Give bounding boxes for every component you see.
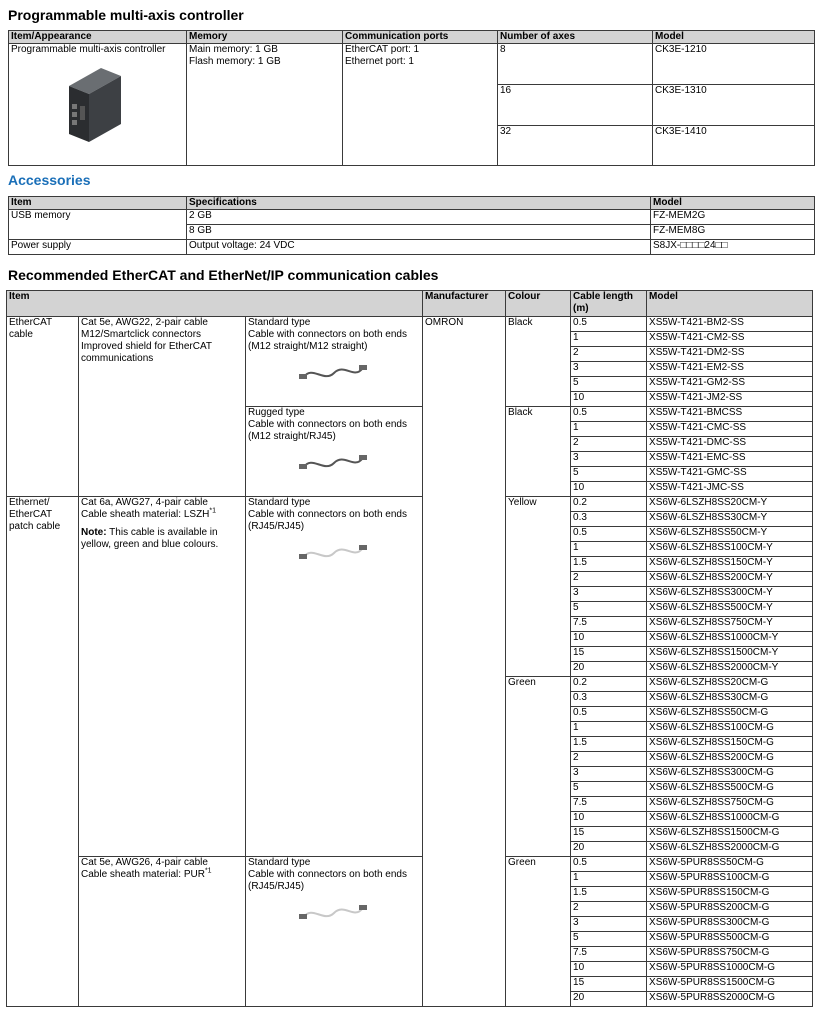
ethernet-cable-name: Ethernet/ EtherCAT patch cable [7, 497, 79, 1007]
model-cell: XS6W-6LSZH8SS750CM-G [647, 797, 813, 812]
length-cell: 3 [571, 917, 647, 932]
pur-cable-description [79, 857, 246, 1007]
cables-section-title: Recommended EtherCAT and EtherNet/IP communication cables [8, 267, 439, 283]
model-cell: XS5W-T421-JMC-SS [647, 482, 813, 497]
length-cell: 3 [571, 362, 647, 377]
model-cell: XS6W-6LSZH8SS50CM-G [647, 707, 813, 722]
model-cell: XS5W-T421-EM2-SS [647, 362, 813, 377]
model-cell: XS6W-6LSZH8SS20CM-Y [647, 497, 813, 512]
ethercat-rugged-cable-image [298, 447, 368, 477]
model-cell: FZ-MEM8G [651, 225, 815, 240]
model-cell: FZ-MEM2G [651, 210, 815, 225]
model-cell: XS5W-T421-GMC-SS [647, 467, 813, 482]
length-cell: 1 [571, 542, 647, 557]
length-cell: 20 [571, 992, 647, 1007]
memory-cell [187, 44, 343, 166]
length-cell: 10 [571, 392, 647, 407]
model-cell: XS6W-6LSZH8SS500CM-G [647, 782, 813, 797]
length-cell: 3 [571, 587, 647, 602]
model-cell: XS6W-6LSZH8SS1500CM-G [647, 827, 813, 842]
length-cell: 2 [571, 902, 647, 917]
ethercat-standard-type [246, 317, 423, 407]
cables-table [6, 290, 813, 1007]
ethercat-standard-cable-image [298, 357, 368, 387]
colour-cell: Yellow [506, 497, 571, 677]
header-model: Model [653, 31, 815, 44]
model-cell: XS6W-5PUR8SS300CM-G [647, 917, 813, 932]
usb-memory-item: USB memory [9, 210, 187, 240]
model-cell: XS6W-6LSZH8SS300CM-G [647, 767, 813, 782]
axes-cell: 8 [498, 44, 653, 85]
length-cell: 7.5 [571, 947, 647, 962]
lszh-standard-type [246, 497, 423, 857]
length-cell: 15 [571, 977, 647, 992]
length-cell: 2 [571, 572, 647, 587]
controller-item-cell [9, 44, 187, 166]
controller-item-name: Programmable multi-axis controller [11, 44, 166, 55]
description-line: Improved shield for EtherCAT communications [81, 341, 212, 364]
length-cell: 3 [571, 452, 647, 467]
model-cell: XS5W-T421-JM2-SS [647, 392, 813, 407]
length-cell: 0.2 [571, 497, 647, 512]
length-cell: 0.2 [571, 677, 647, 692]
type-description: Cable with connectors on both ends (RJ45/RJ45) [248, 869, 407, 892]
type-label: Standard type [248, 497, 311, 508]
length-cell: 0.5 [571, 317, 647, 332]
length-cell: 10 [571, 482, 647, 497]
length-cell: 2 [571, 437, 647, 452]
spec-cell: 2 GB [187, 210, 651, 225]
header-specifications: Specifications [187, 197, 651, 210]
model-cell: XS6W-5PUR8SS1500CM-G [647, 977, 813, 992]
model-cell: XS6W-6LSZH8SS500CM-Y [647, 602, 813, 617]
model-cell: XS5W-T421-BM2-SS [647, 317, 813, 332]
model-cell: XS5W-T421-DM2-SS [647, 347, 813, 362]
footnote-marker: *1 [204, 867, 212, 875]
length-cell: 7.5 [571, 617, 647, 632]
length-cell: 0.5 [571, 707, 647, 722]
model-cell: XS6W-6LSZH8SS1500CM-Y [647, 647, 813, 662]
length-cell: 1.5 [571, 737, 647, 752]
length-cell: 2 [571, 347, 647, 362]
controller-product-image [61, 64, 131, 144]
lszh-cable-image [298, 537, 368, 567]
length-cell: 7.5 [571, 797, 647, 812]
cable-row [7, 317, 813, 332]
flash-memory-text: Flash memory: 1 GB [189, 56, 281, 67]
model-cell: CK3E-1210 [653, 44, 815, 85]
model-cell: XS5W-T421-CMC-SS [647, 422, 813, 437]
length-cell: 10 [571, 962, 647, 977]
model-cell: XS6W-5PUR8SS500CM-G [647, 932, 813, 947]
note-text: This cable is available in yellow, green and blue colours. [81, 527, 219, 550]
model-cell: XS6W-6LSZH8SS750CM-Y [647, 617, 813, 632]
header-item-appearance: Item/Appearance [9, 31, 187, 44]
model-cell: XS6W-5PUR8SS2000CM-G [647, 992, 813, 1007]
cable-row [7, 857, 813, 872]
header-memory: Memory [187, 31, 343, 44]
cable-row [7, 497, 813, 512]
spec-cell: Output voltage: 24 VDC [187, 240, 651, 255]
model-cell: CK3E-1410 [653, 126, 815, 166]
availability-note [81, 527, 245, 551]
length-cell: 0.5 [571, 407, 647, 422]
ports-cell [343, 44, 498, 166]
pur-standard-type [246, 857, 423, 1007]
pur-cable-image [298, 897, 368, 927]
length-cell: 1.5 [571, 887, 647, 902]
model-cell: XS6W-6LSZH8SS150CM-Y [647, 557, 813, 572]
ethercat-cable-description [79, 317, 246, 497]
length-cell: 1 [571, 332, 647, 347]
model-cell: CK3E-1310 [653, 85, 815, 126]
model-cell: S8JX-□□□□24□□ [651, 240, 815, 255]
model-cell: XS6W-5PUR8SS1000CM-G [647, 962, 813, 977]
note-label: Note: [81, 527, 107, 538]
ethercat-rugged-type [246, 407, 423, 497]
model-cell: XS6W-5PUR8SS50CM-G [647, 857, 813, 872]
length-cell: 1.5 [571, 557, 647, 572]
model-cell: XS6W-6LSZH8SS300CM-Y [647, 587, 813, 602]
model-cell: XS5W-T421-EMC-SS [647, 452, 813, 467]
model-cell: XS5W-T421-BMCSS [647, 407, 813, 422]
header-cable-length: Cable length (m) [571, 291, 647, 317]
colour-cell: Green [506, 857, 571, 1007]
model-cell: XS6W-6LSZH8SS200CM-G [647, 752, 813, 767]
model-cell: XS5W-T421-CM2-SS [647, 332, 813, 347]
sheath-material-text: Cable sheath material: PUR [81, 869, 205, 880]
model-cell: XS6W-5PUR8SS100CM-G [647, 872, 813, 887]
model-cell: XS6W-6LSZH8SS200CM-Y [647, 572, 813, 587]
description-line [81, 509, 245, 521]
description-line: Cat 6a, AWG27, 4-pair cable [81, 497, 208, 508]
manufacturer-cell: OMRON [423, 317, 506, 1007]
controller-table [8, 30, 815, 166]
length-cell: 15 [571, 827, 647, 842]
header-communication-ports: Communication ports [343, 31, 498, 44]
model-cell: XS6W-6LSZH8SS20CM-G [647, 677, 813, 692]
ethernet-port-text: Ethernet port: 1 [345, 56, 414, 67]
model-cell: XS6W-5PUR8SS200CM-G [647, 902, 813, 917]
length-cell: 5 [571, 467, 647, 482]
length-cell: 0.3 [571, 512, 647, 527]
type-label: Standard type [248, 317, 311, 328]
length-cell: 10 [571, 812, 647, 827]
header-colour: Colour [506, 291, 571, 317]
power-supply-item: Power supply [9, 240, 187, 255]
type-label: Rugged type [248, 407, 305, 418]
header-number-of-axes: Number of axes [498, 31, 653, 44]
model-cell: XS6W-6LSZH8SS100CM-Y [647, 542, 813, 557]
ethercat-port-text: EtherCAT port: 1 [345, 44, 420, 55]
length-cell: 1 [571, 872, 647, 887]
type-description: Cable with connectors on both ends (M12 straight/RJ45) [248, 419, 407, 442]
length-cell: 0.3 [571, 692, 647, 707]
model-cell: XS6W-6LSZH8SS100CM-G [647, 722, 813, 737]
length-cell: 10 [571, 632, 647, 647]
model-cell: XS5W-T421-GM2-SS [647, 377, 813, 392]
colour-cell: Black [506, 317, 571, 407]
description-line: Cat 5e, AWG22, 2-pair cable [81, 317, 208, 328]
length-cell: 5 [571, 782, 647, 797]
colour-cell: Black [506, 407, 571, 497]
length-cell: 5 [571, 602, 647, 617]
model-cell: XS6W-6LSZH8SS1000CM-Y [647, 632, 813, 647]
colour-cell: Green [506, 677, 571, 857]
model-cell: XS6W-6LSZH8SS50CM-Y [647, 527, 813, 542]
header-model: Model [647, 291, 813, 317]
accessories-section-title: Accessories [8, 172, 91, 188]
type-description: Cable with connectors on both ends (RJ45/RJ45) [248, 509, 407, 532]
header-item: Item [7, 291, 423, 317]
axes-cell: 32 [498, 126, 653, 166]
header-item: Item [9, 197, 187, 210]
accessories-table [8, 196, 815, 255]
header-manufacturer: Manufacturer [423, 291, 506, 317]
header-model: Model [651, 197, 815, 210]
controller-section-title: Programmable multi-axis controller [8, 7, 244, 23]
model-cell: XS6W-6LSZH8SS30CM-Y [647, 512, 813, 527]
spec-cell: 8 GB [187, 225, 651, 240]
length-cell: 0.5 [571, 527, 647, 542]
model-cell: XS6W-6LSZH8SS150CM-G [647, 737, 813, 752]
model-cell: XS5W-T421-DMC-SS [647, 437, 813, 452]
length-cell: 15 [571, 647, 647, 662]
description-line: M12/Smartclick connectors [81, 329, 202, 340]
model-cell: XS6W-6LSZH8SS2000CM-G [647, 842, 813, 857]
main-memory-text: Main memory: 1 GB [189, 44, 278, 55]
model-cell: XS6W-6LSZH8SS30CM-G [647, 692, 813, 707]
length-cell: 1 [571, 722, 647, 737]
model-cell: XS6W-6LSZH8SS2000CM-Y [647, 662, 813, 677]
length-cell: 0.5 [571, 857, 647, 872]
description-line [81, 869, 245, 881]
length-cell: 3 [571, 767, 647, 782]
type-description: Cable with connectors on both ends (M12 straight/M12 straight) [248, 329, 407, 352]
type-label: Standard type [248, 857, 311, 868]
ethercat-cable-name: EtherCAT cable [7, 317, 79, 497]
length-cell: 20 [571, 662, 647, 677]
length-cell: 1 [571, 422, 647, 437]
lszh-cable-description [79, 497, 246, 857]
axes-cell: 16 [498, 85, 653, 126]
length-cell: 2 [571, 752, 647, 767]
footnote-marker: *1 [209, 507, 217, 515]
model-cell: XS6W-6LSZH8SS1000CM-G [647, 812, 813, 827]
description-line: Cat 5e, AWG26, 4-pair cable [81, 857, 208, 868]
length-cell: 20 [571, 842, 647, 857]
length-cell: 5 [571, 932, 647, 947]
length-cell: 5 [571, 377, 647, 392]
model-cell: XS6W-5PUR8SS150CM-G [647, 887, 813, 902]
sheath-material-text: Cable sheath material: LSZH [81, 509, 210, 520]
model-cell: XS6W-5PUR8SS750CM-G [647, 947, 813, 962]
